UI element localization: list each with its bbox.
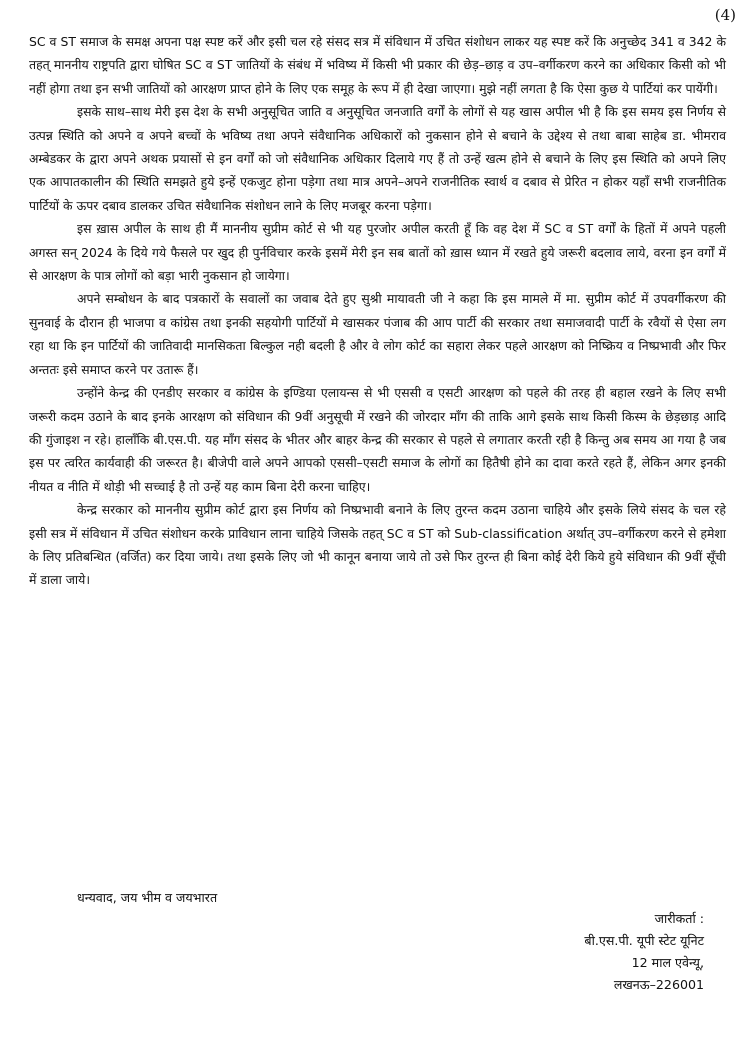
issuer-block: [584, 908, 704, 996]
paragraph-5: उन्होंने केन्द्र की एनडीए सरकार व कांग्रेस के इण्डिया एलायन्स से भी एससी व एसटी आरक्षण को पहले की तरह ही बहाल रखने के लिए सभी जरूरी कदम उठाने के बाद इनके आरक्षण को संविधान की 9वीं अनुसूची में रखने की जोरदार माँग की ताकि आगे इसके साथ किसी किस्म के छेड़छाड़ आदि की गुंजाइश न रहे। हालाँकि बी.एस.पी. यह माँग संसद के भीतर और बाहर केन्द्र की सरकार से पहले से लगातार करती रही है किन्तु अब समय आ गया है जब इस पर त्वरित कार्यवाही की जरूरत है। बीजेपी वाले अपने आपको एससी–एसटी समाज के लोगों का हितैषी होने का दावा करते रहते हैं, लेकिन अगर इनकी नीयत व नीति में थोड़ी भी सच्चाई है तो उन्हें यह काम बिना देरी करना चाहिए।: [29, 385, 726, 494]
issuer-label: जारीकर्ता :: [654, 911, 704, 926]
issuer-city: लखनऊ–226001: [613, 977, 704, 992]
issuer-address: 12 माल एवेन्यू,: [631, 955, 704, 970]
paragraph-6: केन्द्र सरकार को माननीय सुप्रीम कोर्ट द्वारा इस निर्णय को निष्प्रभावी बनाने के लिए तुरन्त कदम उठाना चाहिये और इसके लिये संसद के चल रहे इसी सत्र में संविधान में उचित संशोधन करके प्राविधान लाना चाहिये जिसके तहत् SC व ST को Sub-classification अर्थात् उप–वर्गीकरण करने से हमेशा के लिए प्रतिबन्धित (वर्जित) कर दिया जाये। तथा इसके लिए जो भी कानून बनाया जाये तो उसे फिर तुरन्त ही बिना कोई देरी किये हुये संविधान की 9वीं सूँची में डाला जाये।: [29, 502, 726, 588]
issuer-unit: बी.एस.पी. यूपी स्टेट यूनिट: [584, 933, 704, 948]
closing-salutation: धन्यवाद, जय भीम व जयभारत: [77, 890, 218, 905]
paragraph-4: अपने सम्बोधन के बाद पत्रकारों के सवालों का जवाब देते हुए सुश्री मायावती जी ने कहा कि इस मामले में मा. सुप्रीम कोर्ट में उपवर्गीकरण की सुनवाई के दौरान ही भाजपा व कांग्रेस तथा इनकी सहयोगी पार्टियों मे खासकर पंजाब की आप पार्टी की सरकार तथा समाजवादी पार्टी के रवैयों से ऐसा लग रहा था कि इन पार्टियों की जातिवादी मानसिकता बिल्कुल नही बदली है और वे लोग कोर्ट का सहारा लेकर पहले आरक्षण को निष्क्रिय व निष्प्रभावी और फिर अन्ततः इसे समाप्त करने पर उतारू हैं।: [29, 291, 726, 377]
press-release-body: [29, 30, 726, 592]
paragraph-3: इस ख़ास अपील के साथ ही मैं माननीय सुप्रीम कोर्ट से भी यह पुरजोर अपील करती हूँ कि वह देश में SC व ST वर्गों के हितों में अपने पहली अगस्त सन् 2024 के दिये गये फैसले पर खुद ही पुर्नविचार करके इसमें मेरी इन सब बातों को ख़ास ध्यान में रखते हुये जरूरी बदलाव लाये, वरना इन वर्गों में से आरक्षण के पात्र लोगों को बड़ा भारी नुकसान हो जायेगा।: [29, 221, 726, 284]
paragraph-1: SC व ST समाज के समक्ष अपना पक्ष स्पष्ट करें और इसी चल रहे संसद सत्र में संविधान में उचित संशोधन लाकर यह स्पष्ट करें कि अनुच्छेद 341 व 342 के तहत् माननीय राष्ट्रपति द्वारा घोषित SC व ST जातियों के संबंध में भविष्य में किसी भी प्रकार की छेड़–छाड़ व उप–वर्गीकरण करने का अधिकार किसी को भी नहीं होगा तथा इन सभी जातियों को आरक्षण प्राप्त होने के लिए एक समूह के रूप में ही देखा जाएगा। मुझे नहीं लगता है कि ऐसा कुछ ये पार्टियां कर पायेंगी।: [29, 34, 726, 96]
page-number: (4): [714, 6, 736, 24]
paragraph-2: इसके साथ–साथ मेरी इस देश के सभी अनुसूचित जाति व अनुसूचित जनजाति वर्गों के लोगों से यह खास अपील भी है कि इस समय इस निर्णय से उत्पन्न स्थिति को अपने व अपने बच्चों के भविष्य तथा अपने संवैधानिक अधिकारों को नुकसान होने से बचाने के उद्देश्य से तथा बाबा साहेब डा. भीमराव अम्बेडकर के द्वारा अपने अथक प्रयासों से इन वर्गों को जो संवैधानिक अधिकार दिलाये गए हैं तो उन्हें खत्म होने से बचाने के लिए इस स्थिति को अपने लिए एक आपातकालीन की स्थिति समझते हुये इन्हें एकजुट होना पड़ेगा तथा मात्र अपने–अपने राजनीतिक स्वार्थ व दबाव से प्रेरित न होकर यहाँ सभी राजनीतिक पार्टियों के ऊपर दबाव डालकर उचित संवैधानिक संशोधन लाने के लिए मजबूर करना पड़ेगा।: [29, 104, 726, 213]
